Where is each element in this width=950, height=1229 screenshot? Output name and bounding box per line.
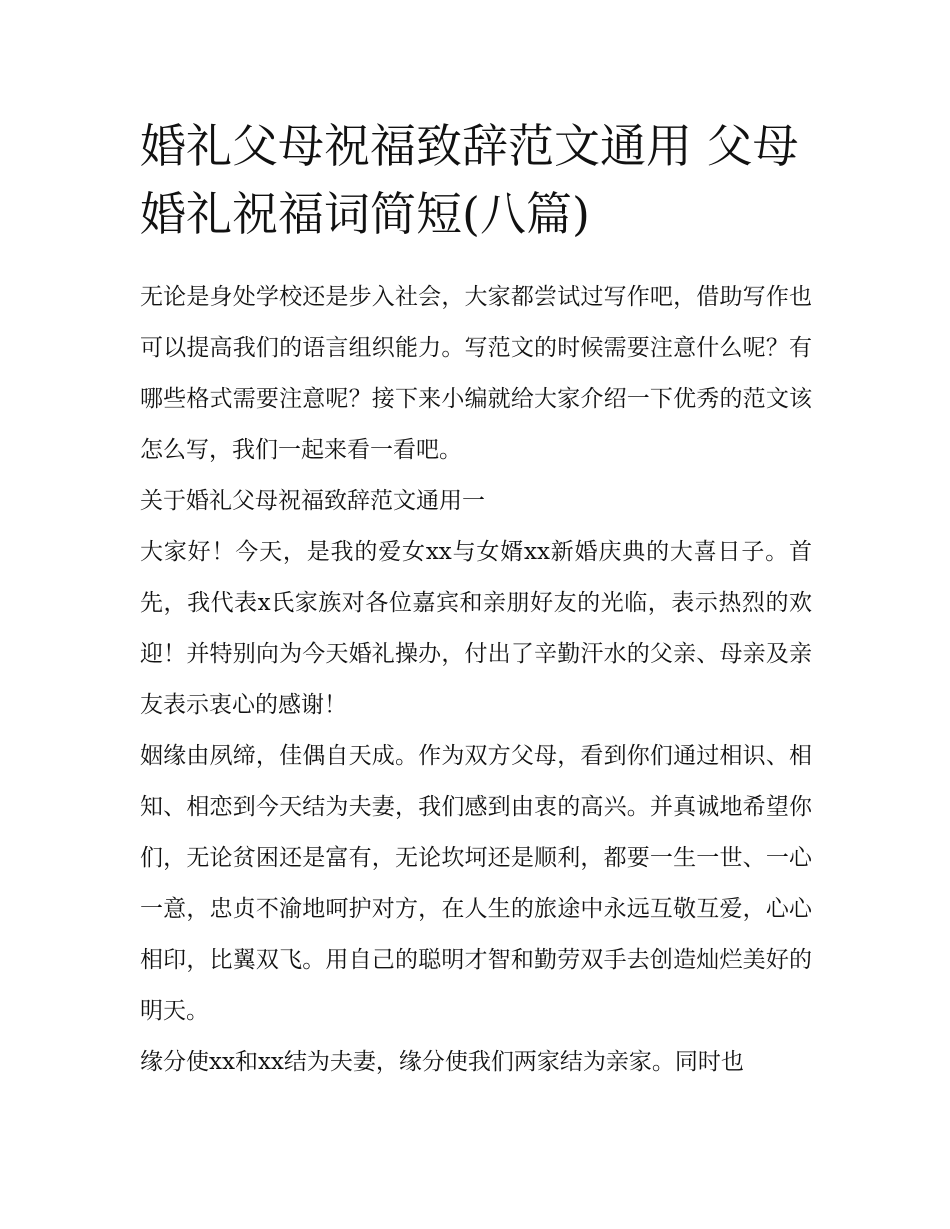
intro-paragraph: 无论是身处学校还是步入社会，大家都尝试过写作吧，借助写作也可以提高我们的语言组织能力。写范文的时候需要注意什么呢？有哪些格式需要注意呢？接下来小编就给大家介绍一下优秀的范文该怎么写，我们一起来看一看吧。 [140, 284, 812, 463]
body-paragraph: 姻缘由夙缔，佳偶自天成。作为双方父母，看到你们通过相识、相知、相恋到今天结为夫妻，我们感到由衷的高兴。并真诚地希望你们，无论贫困还是富有，无论坎坷还是顺利，都要一生一世、一心一意，忠贞不渝地呵护对方，在人生的旅途中永远互敬互爱，心心相印，比翼双飞。用自己的聪明才智和勤劳双手去创造灿烂美好的明天。 [140, 743, 812, 1024]
section-heading: 关于婚礼父母祝福致辞范文通用一 [140, 488, 485, 514]
document-title: 婚礼父母祝福致辞范文通用 父母婚礼祝福词简短(八篇) [140, 119, 799, 241]
document-page [140, 112, 812, 1088]
body-paragraph: 缘分使xx和xx结为夫妻，缘分使我们两家结为亲家。同时也 [140, 1049, 744, 1075]
body-paragraph: 大家好！今天，是我的爱女xx与女婿xx新婚庆典的大喜日子。首先，我代表x氏家族对各位嘉宾和亲朋好友的光临，表示热烈的欢迎！并特别向为今天婚礼操办，付出了辛勤汗水的父亲、母亲及亲友表示衷心的感谢！ [140, 539, 812, 718]
